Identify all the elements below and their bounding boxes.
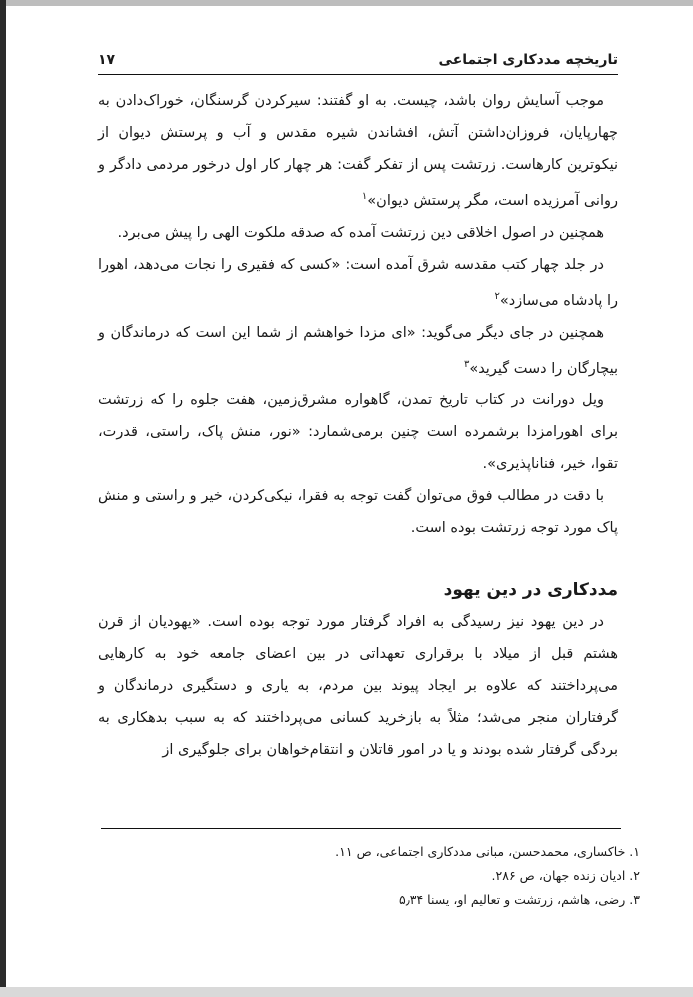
paragraph-6 [98,480,618,544]
page-number: ۱۷ [98,52,116,68]
paragraph-1-text: موجب آسایش روان باشد، چیست. به او گفتند: سیرکردن گرسنگان، خوراک‌دادن به چهارپایان، فروزان‌داشتن آتش، افشاندن شیره مقدس و آب و پرستش دیوان از نیکوترین کارهاست. زرتشت پس از تفکر گفت: هر چهار کار اول درخور مردمی دادگر و روانی آمرزیده است، مگر پرستش دیوان» [98,93,618,209]
footnote-divider [101,828,621,829]
viewer-frame-top-edge [6,0,693,6]
footnote-mark-3: ۳ [463,358,470,370]
paragraph-5 [98,384,618,480]
paragraph-2-text: همچنین در اصول اخلاقی دین زرتشت آمده که صدقه ملکوت الهی را پیش می‌برد. [117,224,604,241]
footnote-mark-2: ۲ [494,290,500,302]
section-paragraph: در دین یهود نیز رسیدگی به افراد گرفتار مورد توجه بوده است. «یهودیان از قرن هشتم قبل از میلاد با برقراری تعهداتی در بین اعضای جامعه خود به کارهایی می‌پرداختند که علاوه بر ایجاد پیوند بین مردم، به یاری و دستگیری درماندگان و گرفتاران منجر می‌شد؛ مثلاً به بازخرید کسانی می‌پرداختند که به سبب بدهکاری به بردگی گرفتار شده بودند و یا در امور قاتلان و انتقام‌خواهان برای جلوگیری از [98,614,618,759]
footnote-1: ۱. خاکساری، محمدحسن، مبانی مددکاری اجتماعی، ص ۱۱. [335,844,640,859]
footnote-3: ۳. رضی، هاشم، زرتشت و تعالیم او، یسنا ۵٫۳۴ [399,892,640,907]
paragraph-2 [98,217,618,249]
paragraph-4-text: همچنین در جای دیگر می‌گوید: «ای مزدا خواهشم از شما این است که درماندگان و بیچارگان را دست گیرید» [98,324,618,377]
running-head-title: تاريخچه مددكاری اجتماعی [438,52,618,68]
footnote-mark-1: ۱ [361,191,368,202]
paragraph-1 [98,85,618,217]
paragraph-5-text: ویل دورانت در کتاب تاریخ تمدن، گاهواره مشرق‌زمین، هفت جلوه را که زرتشت برای اهورامزدا برشمرده است چنین برمی‌شمارد: «نور، منش پاک، راستی، قدرت، تقوا، خیر، فناناپذیری». [98,392,618,473]
book-page [98,52,618,766]
footnote-2: ۲. ادیان زنده جهان، ص ۲۸۶. [491,868,640,883]
running-head [98,52,618,75]
paragraph-3-text: در جلد چهار کتب مقدسه شرق آمده است: «کسی که فقیری را نجات می‌دهد، اهورا را پادشاه می‌سازد» [98,256,618,309]
viewer-frame-bottom-edge [0,987,693,997]
paragraph-6-text: با دقت در مطالب فوق می‌توان گفت توجه به فقرا، نیکی‌کردن، خیر و راستی و منش پاک مورد توجه زرتشت بوده است. [98,488,618,537]
paragraph-3 [98,249,618,317]
section-heading: مددكاری در دين يهود [443,580,618,601]
paragraph-4 [98,317,618,385]
footnotes [140,840,640,912]
viewer-frame-left-edge [0,0,6,997]
